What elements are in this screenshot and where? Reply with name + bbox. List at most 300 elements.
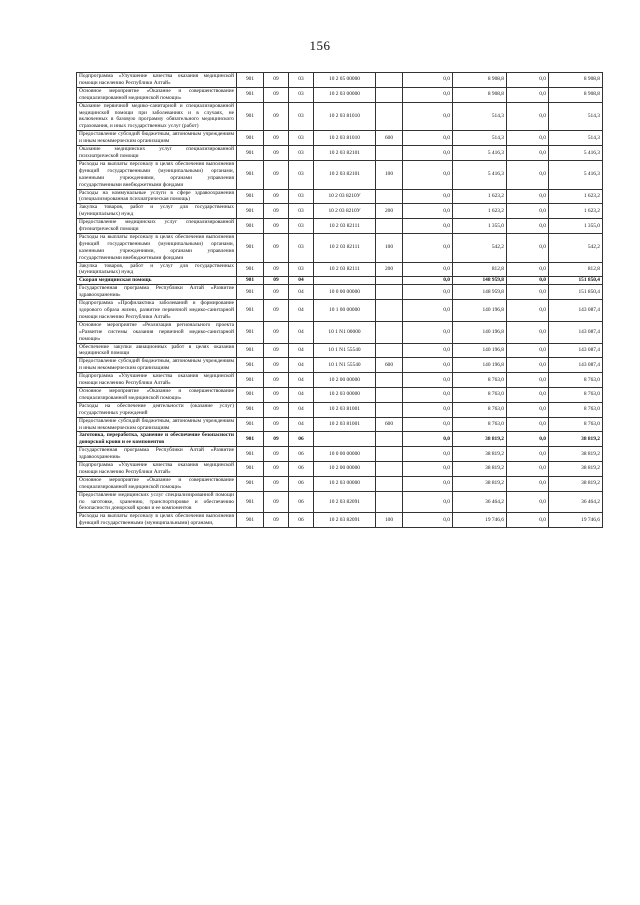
cell-name: Скорая медицинская помощь [77,277,237,285]
cell-amount-2: 542,2 [453,233,507,262]
cell-target-article: 10 2 00 00000 [314,462,376,477]
cell-section: 09 [264,447,289,462]
cell-amount-1: 0,0 [403,233,453,262]
cell-amount-2: 148 959,8 [453,277,507,285]
table-row [77,513,603,528]
cell-grbs: 901 [237,402,264,417]
cell-amount-3: 0,0 [507,277,549,285]
cell-grbs: 901 [237,358,264,373]
cell-subsection: 04 [289,373,314,388]
cell-amount-4: 8 763,0 [549,387,603,402]
cell-amount-2: 140 196,8 [453,343,507,358]
cell-section: 09 [264,321,289,343]
cell-expense-type: 100 [376,513,403,528]
cell-amount-4: 143 087,4 [549,300,603,322]
cell-amount-3: 0,0 [507,87,549,102]
cell-grbs: 901 [237,387,264,402]
cell-expense-type [376,277,403,285]
cell-name: Предоставление медицинских услуг специализированной помощи по заготовке, хранению, транспортировке и обеспечению безопасности донорской крови и ее компонентов [77,491,237,513]
cell-name: Расходы на выплаты персоналу в целях обеспечения выполнения функций государственными (муниципальными) органами, казенными учреждениями, органами управления государственными внебюджетными фондами [77,160,237,189]
cell-amount-4: 38 819,2 [549,447,603,462]
cell-subsection: 03 [289,102,314,131]
cell-amount-1: 0,0 [403,204,453,219]
cell-amount-1: 0,0 [403,189,453,204]
cell-amount-3: 0,0 [507,387,549,402]
cell-grbs: 901 [237,102,264,131]
cell-amount-2: 8 763,0 [453,417,507,432]
cell-name: Предоставление субсидий бюджетным, автономным учреждениям и иным некоммерческим организациям [77,358,237,373]
cell-grbs: 901 [237,285,264,300]
cell-target-article: 10 1 00 00000 [314,300,376,322]
cell-target-article: 10 2 03 00000 [314,87,376,102]
cell-name: Обеспечение закупки авиационных работ в целях оказания медицинской помощи [77,343,237,358]
table-row [77,343,603,358]
cell-amount-3: 0,0 [507,131,549,146]
cell-subsection: 03 [289,189,314,204]
cell-name: Подпрограмма «Улучшение качества оказания медицинской помощи населению Республики Алтай» [77,73,237,88]
cell-expense-type [376,343,403,358]
cell-amount-1: 0,0 [403,432,453,447]
cell-subsection: 03 [289,219,314,234]
cell-expense-type [376,219,403,234]
cell-amount-3: 0,0 [507,358,549,373]
cell-amount-2: 19 746,6 [453,513,507,528]
cell-amount-1: 0,0 [403,87,453,102]
cell-amount-1: 0,0 [403,491,453,513]
cell-amount-3: 0,0 [507,462,549,477]
cell-target-article: 10 2 03 82091 [314,491,376,513]
cell-amount-1: 0,0 [403,262,453,277]
cell-subsection: 04 [289,387,314,402]
cell-amount-4: 36 464,2 [549,491,603,513]
table-row [77,432,603,447]
cell-target-article: 10 2 05 00000 [314,73,376,88]
cell-grbs: 901 [237,204,264,219]
cell-grbs: 901 [237,417,264,432]
cell-expense-type: 600 [376,131,403,146]
cell-amount-2: 36 464,2 [453,491,507,513]
cell-section: 09 [264,102,289,131]
cell-amount-3: 0,0 [507,491,549,513]
cell-grbs: 901 [237,146,264,161]
cell-section: 09 [264,402,289,417]
table-row [77,233,603,262]
cell-amount-3: 0,0 [507,300,549,322]
cell-name: Основное мероприятие «Оказание и совершенствование специализированной медицинской помощи» [77,387,237,402]
cell-target-article: 10 2 03 00000 [314,387,376,402]
cell-subsection: 06 [289,513,314,528]
cell-target-article [314,277,376,285]
cell-expense-type [376,285,403,300]
cell-section: 09 [264,387,289,402]
cell-section: 09 [264,300,289,322]
cell-target-article: 10 2 03 82101 [314,160,376,189]
cell-amount-4: 514,3 [549,102,603,131]
cell-target-article: 10 1 N1 55540 [314,343,376,358]
cell-amount-3: 0,0 [507,189,549,204]
table-row [77,476,603,491]
cell-expense-type: 100 [376,233,403,262]
cell-amount-2: 1 355,0 [453,219,507,234]
cell-section: 09 [264,462,289,477]
cell-target-article: 10 2 03 82111 [314,233,376,262]
cell-expense-type: 100 [376,160,403,189]
page-number: 156 [309,38,331,53]
cell-amount-2: 5 416,3 [453,146,507,161]
cell-expense-type [376,321,403,343]
cell-amount-4: 1 355,0 [549,219,603,234]
cell-amount-2: 8 763,0 [453,402,507,417]
cell-section: 09 [264,513,289,528]
cell-grbs: 901 [237,373,264,388]
cell-amount-4: 8 763,0 [549,373,603,388]
cell-subsection: 06 [289,462,314,477]
cell-name: Закупка товаров, работ и услуг для государственных (муниципальных) нужд [77,204,237,219]
cell-grbs: 901 [237,189,264,204]
cell-amount-1: 0,0 [403,447,453,462]
cell-subsection: 04 [289,285,314,300]
cell-expense-type: 200 [376,204,403,219]
cell-target-article: 10 1 N1 00000 [314,321,376,343]
cell-amount-2: 38 819,2 [453,462,507,477]
cell-target-article: 10 2 00 00000 [314,373,376,388]
cell-amount-3: 0,0 [507,402,549,417]
cell-grbs: 901 [237,513,264,528]
cell-amount-4: 8 908,8 [549,73,603,88]
cell-expense-type [376,73,403,88]
cell-section: 09 [264,160,289,189]
cell-amount-3: 0,0 [507,102,549,131]
cell-section: 09 [264,277,289,285]
cell-amount-4: 1 623,2 [549,204,603,219]
cell-amount-4: 143 087,4 [549,358,603,373]
cell-amount-2: 8 908,8 [453,87,507,102]
cell-subsection: 04 [289,417,314,432]
cell-amount-2: 514,3 [453,102,507,131]
cell-amount-1: 0,0 [403,160,453,189]
cell-subsection: 03 [289,204,314,219]
table-row [77,321,603,343]
cell-grbs: 901 [237,219,264,234]
cell-target-article: 10 2 03 82111 [314,262,376,277]
cell-amount-3: 0,0 [507,513,549,528]
cell-subsection: 04 [289,343,314,358]
cell-expense-type [376,189,403,204]
cell-expense-type [376,447,403,462]
cell-name: Предоставление медицинских услуг специализированной фтизиатрической помощи [77,219,237,234]
cell-amount-2: 140 196,8 [453,358,507,373]
table-row [77,73,603,88]
cell-expense-type [376,300,403,322]
cell-amount-4: 8 763,0 [549,402,603,417]
cell-amount-1: 0,0 [403,277,453,285]
cell-amount-3: 0,0 [507,233,549,262]
cell-grbs: 901 [237,277,264,285]
cell-amount-3: 0,0 [507,73,549,88]
cell-section: 09 [264,87,289,102]
cell-amount-4: 542,2 [549,233,603,262]
cell-subsection: 06 [289,447,314,462]
cell-section: 09 [264,417,289,432]
cell-amount-2: 148 959,8 [453,285,507,300]
table-row [77,402,603,417]
cell-expense-type [376,462,403,477]
table-row [77,462,603,477]
cell-section: 09 [264,262,289,277]
cell-amount-4: 38 819,2 [549,462,603,477]
cell-grbs: 901 [237,160,264,189]
cell-amount-1: 0,0 [403,300,453,322]
cell-amount-1: 0,0 [403,131,453,146]
cell-target-article: 10 2 03 8210У [314,204,376,219]
cell-expense-type [376,432,403,447]
table-row [77,102,603,131]
cell-expense-type [376,87,403,102]
cell-target-article: 10 2 03 00000 [314,476,376,491]
cell-name: Расходы на выплаты персоналу в целях обеспечения выполнения функций государственными (муниципальными) органами, казенными учреждениями, органами управления государственными внебюджетными фондами [77,233,237,262]
cell-amount-1: 0,0 [403,462,453,477]
cell-target-article: 10 0 00 00000 [314,285,376,300]
cell-amount-1: 0,0 [403,402,453,417]
cell-target-article: 10 2 03 81001 [314,417,376,432]
cell-name: Расходы на коммунальные услуги в сфере здравоохранения (специализированная психиатрическая помощь) [77,189,237,204]
table-row [77,146,603,161]
cell-expense-type [376,373,403,388]
cell-expense-type [376,476,403,491]
cell-grbs: 901 [237,262,264,277]
cell-section: 09 [264,358,289,373]
cell-amount-1: 0,0 [403,146,453,161]
cell-subsection: 06 [289,491,314,513]
cell-amount-2: 38 819,2 [453,432,507,447]
cell-grbs: 901 [237,300,264,322]
table-row [77,160,603,189]
cell-section: 09 [264,73,289,88]
cell-section: 09 [264,219,289,234]
cell-target-article: 10 2 03 8210У [314,189,376,204]
table-row [77,189,603,204]
cell-grbs: 901 [237,87,264,102]
cell-subsection: 04 [289,321,314,343]
cell-target-article [314,432,376,447]
cell-name: Оказание медицинских услуг специализированной психиатрической помощи [77,146,237,161]
cell-section: 09 [264,233,289,262]
cell-grbs: 901 [237,131,264,146]
cell-name: Подпрограмма «Профилактика заболеваний и формирование здорового образа жизни, развитие первичной медико-санитарной помощи населению Республики Алтай» [77,300,237,322]
cell-amount-4: 143 087,4 [549,343,603,358]
cell-subsection: 03 [289,73,314,88]
cell-amount-4: 151 850,4 [549,285,603,300]
cell-subsection: 06 [289,476,314,491]
cell-amount-2: 38 819,2 [453,447,507,462]
cell-amount-3: 0,0 [507,204,549,219]
cell-amount-4: 19 746,6 [549,513,603,528]
cell-target-article: 10 0 00 00000 [314,447,376,462]
cell-amount-1: 0,0 [403,476,453,491]
cell-grbs: 901 [237,432,264,447]
cell-name: Подпрограмма «Улучшение качества оказания медицинской помощи населению Республики Алтай» [77,462,237,477]
cell-amount-1: 0,0 [403,358,453,373]
cell-target-article: 10 2 03 82111 [314,219,376,234]
cell-name: Закупка товаров, работ и услуг для государственных (муниципальных) нужд [77,262,237,277]
cell-grbs: 901 [237,491,264,513]
cell-subsection: 03 [289,262,314,277]
table-row [77,285,603,300]
budget-table [76,72,603,528]
cell-name: Расходы на обеспечение деятельности (оказание услуг) государственных учреждений [77,402,237,417]
table-row [77,219,603,234]
cell-subsection: 03 [289,160,314,189]
cell-section: 09 [264,204,289,219]
cell-amount-4: 812,8 [549,262,603,277]
cell-amount-4: 143 087,4 [549,321,603,343]
cell-expense-type [376,402,403,417]
table-row [77,262,603,277]
cell-amount-1: 0,0 [403,102,453,131]
cell-amount-4: 514,3 [549,131,603,146]
cell-section: 09 [264,146,289,161]
cell-amount-4: 151 850,4 [549,277,603,285]
cell-name: Государственная программа Республики Алтай «Развитие здравоохранения» [77,285,237,300]
cell-amount-4: 8 908,8 [549,87,603,102]
cell-target-article: 10 2 03 82091 [314,513,376,528]
cell-expense-type [376,102,403,131]
cell-amount-1: 0,0 [403,373,453,388]
cell-amount-3: 0,0 [507,476,549,491]
cell-subsection: 03 [289,233,314,262]
cell-amount-3: 0,0 [507,373,549,388]
cell-amount-2: 140 196,8 [453,321,507,343]
cell-amount-4: 38 819,2 [549,432,603,447]
cell-amount-3: 0,0 [507,417,549,432]
cell-amount-1: 0,0 [403,387,453,402]
cell-grbs: 901 [237,321,264,343]
cell-amount-1: 0,0 [403,219,453,234]
cell-amount-1: 0,0 [403,343,453,358]
cell-amount-3: 0,0 [507,321,549,343]
cell-name: Основное мероприятие «Оказание и совершенствование специализированной медицинской помощи» [77,87,237,102]
cell-amount-3: 0,0 [507,219,549,234]
cell-subsection: 03 [289,146,314,161]
cell-grbs: 901 [237,447,264,462]
cell-amount-4: 5 416,3 [549,160,603,189]
table-row [77,358,603,373]
cell-amount-2: 514,3 [453,131,507,146]
cell-amount-3: 0,0 [507,146,549,161]
cell-section: 09 [264,343,289,358]
cell-amount-1: 0,0 [403,513,453,528]
table-row [77,204,603,219]
cell-target-article: 10 2 03 81010 [314,102,376,131]
cell-section: 09 [264,285,289,300]
cell-amount-1: 0,0 [403,285,453,300]
cell-name: Государственная программа Республики Алтай «Развитие здравоохранения» [77,447,237,462]
cell-expense-type [376,491,403,513]
cell-target-article: 10 2 03 82101 [314,146,376,161]
table-row [77,131,603,146]
cell-amount-3: 0,0 [507,285,549,300]
table-row [77,387,603,402]
cell-expense-type [376,146,403,161]
cell-name: Основное мероприятие «Реализация регионального проекта «Развитие системы оказания первичной медико-санитарной помощи» [77,321,237,343]
cell-name: Подпрограмма «Улучшение качества оказания медицинской помощи населению Республики Алтай» [77,373,237,388]
cell-amount-1: 0,0 [403,321,453,343]
cell-section: 09 [264,373,289,388]
cell-amount-1: 0,0 [403,417,453,432]
cell-expense-type [376,387,403,402]
cell-name: Предоставление субсидий бюджетным, автономным учреждениям и иным некоммерческим организациям [77,417,237,432]
cell-name: Основное мероприятие «Оказание и совершенствование специализированной медицинской помощи» [77,476,237,491]
table-row [77,300,603,322]
cell-amount-3: 0,0 [507,432,549,447]
cell-amount-3: 0,0 [507,160,549,189]
cell-grbs: 901 [237,476,264,491]
cell-target-article: 10 2 03 81001 [314,402,376,417]
table-row [77,491,603,513]
cell-amount-2: 1 623,2 [453,204,507,219]
table-row [77,417,603,432]
cell-subsection: 04 [289,358,314,373]
cell-subsection: 04 [289,402,314,417]
cell-amount-3: 0,0 [507,343,549,358]
cell-target-article: 10 1 N1 55540 [314,358,376,373]
cell-subsection: 04 [289,277,314,285]
cell-grbs: 901 [237,233,264,262]
cell-amount-2: 38 819,2 [453,476,507,491]
cell-section: 09 [264,476,289,491]
cell-amount-2: 5 416,3 [453,160,507,189]
cell-grbs: 901 [237,73,264,88]
cell-subsection: 03 [289,87,314,102]
table-row [77,277,603,285]
table-row [77,373,603,388]
cell-target-article: 10 2 03 81010 [314,131,376,146]
cell-amount-1: 0,0 [403,73,453,88]
cell-amount-2: 140 196,8 [453,300,507,322]
cell-amount-4: 5 416,3 [549,146,603,161]
cell-expense-type: 600 [376,417,403,432]
cell-amount-4: 8 763,0 [549,417,603,432]
cell-amount-2: 8 763,0 [453,387,507,402]
cell-grbs: 901 [237,462,264,477]
cell-amount-3: 0,0 [507,447,549,462]
cell-amount-4: 38 819,2 [549,476,603,491]
table-body [77,73,603,528]
cell-subsection: 03 [289,131,314,146]
cell-name: Оказание первичной медико-санитарной и специализированной медицинской помощи при заболеваниях и в случаях, не включенных в базовую программу обязательного медицинского страхования, и иных государственных услуг (работ) [77,102,237,131]
cell-amount-3: 0,0 [507,262,549,277]
table-row [77,87,603,102]
cell-subsection: 04 [289,300,314,322]
cell-expense-type: 600 [376,358,403,373]
cell-name: Предоставление субсидий бюджетным, автономным учреждениям и иным некоммерческим организациям [77,131,237,146]
cell-amount-2: 8 908,8 [453,73,507,88]
cell-amount-2: 8 763,0 [453,373,507,388]
cell-section: 09 [264,491,289,513]
cell-amount-2: 1 623,2 [453,189,507,204]
table-row [77,447,603,462]
cell-name: Заготовка, переработка, хранение и обеспечение безопасности донорской крови и ее компонентов [77,432,237,447]
cell-grbs: 901 [237,343,264,358]
cell-amount-2: 812,8 [453,262,507,277]
cell-section: 09 [264,432,289,447]
cell-expense-type: 200 [376,262,403,277]
cell-subsection: 06 [289,432,314,447]
cell-section: 09 [264,131,289,146]
cell-amount-4: 1 623,2 [549,189,603,204]
cell-name: Расходы на выплаты персоналу в целях обеспечения выполнения функций государственными (муниципальными) органами, [77,513,237,528]
cell-section: 09 [264,189,289,204]
